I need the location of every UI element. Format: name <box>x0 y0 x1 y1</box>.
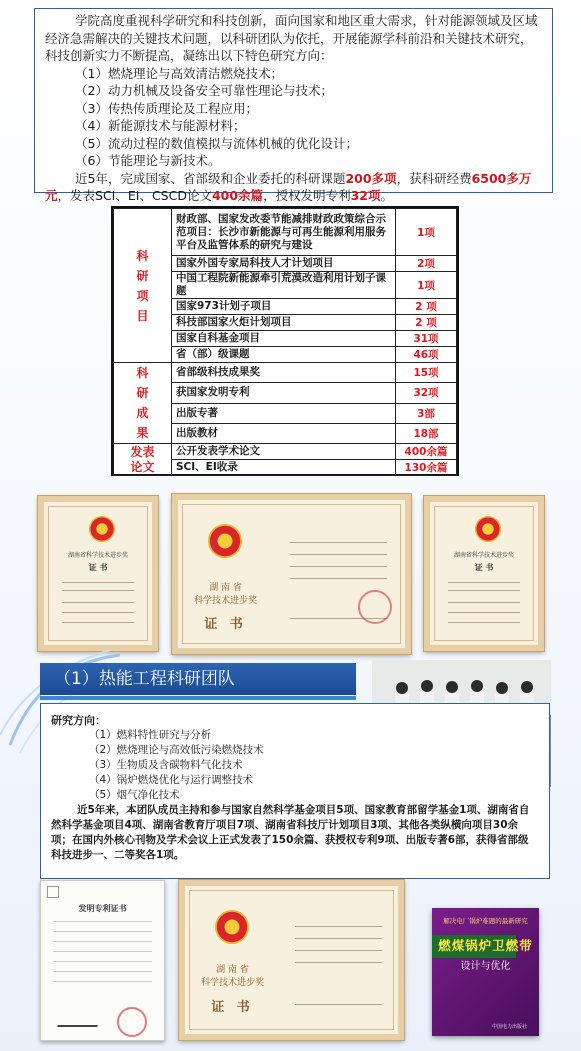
intro-paragraph: 学院高度重视科学研究和科技创新，面向国家和地区重大需求，针对能源领域及区域经济急需解决的关键技术问题，以科研团队为依托，开展能源学科前沿和关键技术研究，科技创新实力不断提高，凝练出以下特色研究方向： <box>45 13 538 63</box>
category-papers <box>114 444 172 476</box>
team-heading: （1）热能工程科研团队 <box>40 663 356 695</box>
certificate-label: 证 书 <box>474 563 494 572</box>
intro-direction: （2）动力机械及设备安全可靠性理论与技术； <box>75 83 333 98</box>
team-direction: （5）烟气净化技术 <box>89 789 180 801</box>
summary-text: ，发表SCI、EI、CSCD论文 <box>57 188 212 203</box>
table-cell-item: 国家外国专家局科技人才计划项目 <box>172 256 396 272</box>
book-publisher: 中国电力出版社 <box>492 1024 528 1030</box>
table-cell-value: 2 项 <box>396 315 457 331</box>
summary-highlight: 200多项 <box>345 170 397 186</box>
table-cell-value: 2项 <box>396 256 457 272</box>
table-cell-item: 出版专著 <box>172 403 396 423</box>
patent-title: 发明专利证书 <box>78 904 127 913</box>
team-direction: （2）燃烧理论与高效低污染燃烧技术 <box>89 744 264 756</box>
intro-box <box>34 8 553 203</box>
certificate-subtitle: 科学技术进步奖 <box>193 596 257 606</box>
table-cell-item: 省（部）级课题 <box>172 347 396 363</box>
category-label: 发表论文 <box>130 444 155 474</box>
intro-direction: （4）新能源技术与能源材料； <box>75 118 246 133</box>
table-cell-item: 中国工程院新能源牵引荒漠改造利用计划子课题 <box>172 272 396 299</box>
table-cell-value: 46项 <box>396 347 457 363</box>
certificate-title: 湖南省科学技术进步奖 <box>67 552 128 559</box>
table-cell-value: 32项 <box>396 383 457 403</box>
certificate-subtitle: 科学技术进步奖 <box>200 978 264 988</box>
team-direction: （3）生物质及含碳物料气化技术 <box>89 759 243 771</box>
table-cell-item: 财政部、国家发改委节能减排财政政策综合示范项目：长沙市新能源与可再生能源利用服务平台及监管体系的研究与建设 <box>172 209 396 256</box>
table-cell-item: 国家自科基金项目 <box>172 331 396 347</box>
summary-text: 近5年，完成国家、省部级和企业委托的科研课题 <box>75 170 346 186</box>
table-cell-item: 国家973计划子项目 <box>172 299 396 315</box>
table-cell-item: 获国家发明专利 <box>172 383 396 403</box>
table-cell-item: 公开发表学术论文 <box>172 444 396 460</box>
category-label: 科研项目 <box>136 248 149 323</box>
summary-text: ，获科研经费 <box>396 170 472 186</box>
table-cell-value: 1项 <box>396 209 457 256</box>
award-certificate-small-left <box>38 496 158 651</box>
research-direction-label: 研究方向： <box>51 714 106 727</box>
intro-direction: （1）燃烧理论与高效清洁燃烧技术； <box>75 65 283 81</box>
table-cell-value: 400余篇 <box>396 444 457 460</box>
table-cell-item: 省部级科技成果奖 <box>172 363 396 383</box>
certificate-title: 湖 南 省 <box>216 965 249 975</box>
award-certificate-large <box>172 494 411 654</box>
summary-highlight: 32项 <box>350 188 381 203</box>
team-directions <box>51 728 539 803</box>
intro-direction: （6）节能理论与新技术。 <box>75 153 221 168</box>
summary-text: ，授权发明专利 <box>263 188 351 203</box>
intro-direction: （3）传热传质理论及工程应用； <box>75 100 258 116</box>
certificate-title: 湖南省科学技术进步奖 <box>453 552 514 559</box>
intro-summary <box>45 170 542 205</box>
stats-table <box>111 206 459 476</box>
table-cell-item: SCI、EI收录 <box>172 460 396 476</box>
table-cell-value: 18部 <box>396 423 457 443</box>
certificate-label: 证 书 <box>88 563 108 572</box>
patent-certificate <box>40 880 165 1041</box>
award-certificate-bottom <box>179 880 404 1040</box>
summary-highlight: 6500多万元 <box>45 170 532 203</box>
award-certificate-small-right <box>424 496 544 651</box>
team-summary: 近5年来，本团队成员主持和参与国家自然科学基金项目5项、国家教育部留学基金1项、湖南省自然科学基金项目4项、湖南省教育厅项目7项、湖南省科技厅计划项目3项、其他各类纵横向项目30余项；在国内外核心刊物及学术会议上正式发表了150余篇、获授权专利9项、出版专著6部，获得省部级科技进步一、二等奖各1项。 <box>51 804 530 861</box>
team-description <box>40 703 550 879</box>
intro-direction: （5）流动过程的数值模拟与流体机械的优化设计； <box>75 135 358 151</box>
table-cell-value: 3部 <box>396 403 457 423</box>
team-direction: （1）燃料特性研究与分析 <box>89 729 212 741</box>
certificate-title: 湖 南 省 <box>209 583 242 593</box>
national-emblem-icon <box>475 516 501 542</box>
table-cell-item: 出版教材 <box>172 423 396 443</box>
category-research-projects <box>114 209 172 363</box>
book-title: 燃煤锅炉卫燃带 <box>438 938 533 953</box>
book-subtitle: 设计与优化 <box>460 961 511 972</box>
table-cell-value: 31项 <box>396 331 457 347</box>
category-label: 科研成果 <box>136 366 149 440</box>
table-cell-value: 15项 <box>396 363 457 383</box>
national-emblem-icon <box>208 524 242 558</box>
book-cover <box>432 908 539 1036</box>
table-cell-item: 科技部国家火炬计划项目 <box>172 315 396 331</box>
intro-directions <box>45 65 542 170</box>
national-emblem-icon <box>89 516 115 542</box>
certificate-label: 证 书 <box>211 1000 254 1015</box>
certificate-label: 证 书 <box>204 617 247 632</box>
table-cell-value: 2 项 <box>396 299 457 315</box>
table-cell-value: 130余篇 <box>396 460 457 476</box>
category-research-results <box>114 363 172 444</box>
team-direction: （4）锅炉燃烧优化与运行调整技术 <box>89 774 254 786</box>
summary-highlight: 400余篇 <box>211 188 264 203</box>
national-emblem-icon <box>215 910 249 944</box>
summary-text: 。 <box>380 188 393 203</box>
book-tagline: 解决电厂锅炉难题的最新研究 <box>443 917 528 925</box>
table-cell-value: 1项 <box>396 272 457 299</box>
